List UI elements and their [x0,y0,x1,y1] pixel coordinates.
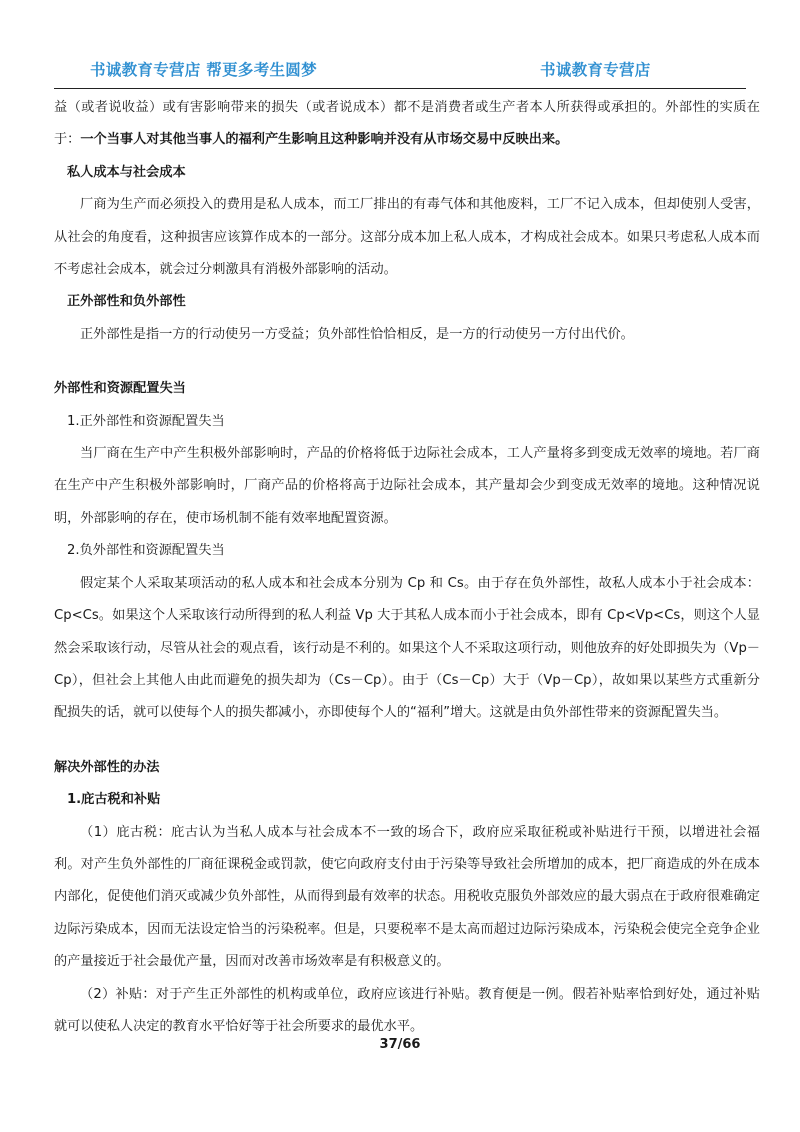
section-heading-solutions: 解决外部性的办法 [54,759,160,775]
page-number [0,1037,800,1052]
page-separator: / [397,1037,403,1052]
paragraph-pigou-tax: （1）庇古税：庇古认为当私人成本与社会成本不一致的场合下，政府应采取征税或补贴进行干预，以增进社会福利。对产生负外部性的厂商征课税金或罚款，使它向政府支付由于污染等导致社会所增加的成本，把厂商造成的外在成本内部化，促使他们消灭或减少负外部性，从而得到最有效率的状态。用税收克服负外部效应的最大弱点在于政府很难确定边际污染成本，因而无法设定恰当的污染税率。但是，只要税率不是太高而超过边际污染成本，污染税会使完全竞争企业的产量接近于社会最优产量，因而对改善市场效率是有积极意义的。 [54,824,760,970]
total-pages: 66 [402,1037,421,1052]
paragraph-text: 益（或者说收益）或有害影响带来的损失（或者说成本）都不是消费者或生产者本人所获得或承担的。外部性的实质在于： [54,100,760,148]
subheading-private-social-cost: 私人成本与社会成本 [67,164,186,180]
paragraph-positive-misallocation: 当厂商在生产中产生积极外部影响时，产品的价格将低于边际社会成本，工人产量将多到变成无效率的境地。若厂商在生产中产生积极外部影响时，厂商产品的价格将高于边际社会成本，其产量却会少到变成无效率的境地。这种情况说明，外部影响的存在，使市场机制不能有效率地配置资源。 [54,446,760,526]
paragraph-externality-essence [54,92,760,157]
current-page: 37 [379,1037,398,1052]
document-body [54,92,760,1043]
page-header [54,56,746,89]
subheading-positive-negative: 正外部性和负外部性 [67,294,186,310]
section-heading-misallocation: 外部性和资源配置失当 [54,381,186,397]
numbered-heading-positive: 1.正外部性和资源配置失当 [67,413,225,429]
paragraph-subsidy: （2）补贴：对于产生正外部性的机构或单位，政府应该进行补贴。教育便是一例。假若补贴率恰到好处，通过补贴就可以使私人决定的教育水平恰好等于社会所要求的最优水平。 [54,986,760,1034]
header-left-text: 书诚教育专营店 帮更多考生圆梦 [90,61,317,79]
header-right-text: 书诚教育专营店 [540,61,651,79]
paragraph-negative-misallocation: 假定某个人采取某项活动的私人成本和社会成本分别为 Cp 和 Cs。由于存在负外部性，故私人成本小于社会成本：Cp<Cs。如果这个人采取该行动所得到的私人利益 Vp 大于其私人成本而小于社会成本，即有 Cp<Vp<Cs，则这个人显然会采取该行动，尽管从社会的观点看，该行动是不利的。如果这个人不采取这项行动，则他放弃的好处即损失为（Vp－Cp），但社会上其他人由此而避免的损失却为（Cs－Cp）。由于（Cs－Cp）大于（Vp－Cp），故如果以某些方式重新分配损失的话，就可以使每个人的损失都减小，亦即使每个人的“福利”增大。这就是由负外部性带来的资源配置失当。 [54,575,760,721]
subheading-pigou: 1.庇古税和补贴 [67,792,161,808]
paragraph-positive-negative: 正外部性是指一方的行动使另一方受益；负外部性恰恰相反，是一方的行动使另一方付出代价。 [80,326,634,342]
emphasis-text: 一个当事人对其他当事人的福利产生影响且这种影响并没有从市场交易中反映出来。 [80,132,569,148]
paragraph-private-cost: 厂商为生产而必须投入的费用是私人成本，而工厂排出的有毒气体和其他废料，工厂不记入成本，但却使别人受害，从社会的角度看，这种损害应该算作成本的一部分。这部分成本加上私人成本，才构成社会成本。如果只考虑私人成本而不考虑社会成本，就会过分刺激具有消极外部影响的活动。 [54,197,760,278]
numbered-heading-negative: 2.负外部性和资源配置失当 [67,543,225,559]
